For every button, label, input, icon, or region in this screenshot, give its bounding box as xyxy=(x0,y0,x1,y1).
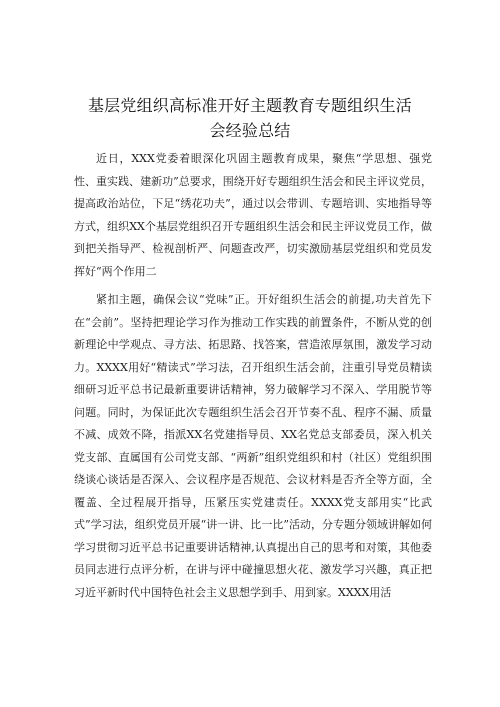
document-title-line-2: 会经验总结 xyxy=(209,121,291,140)
document-title-line-1: 基层党组织高标准开好主题教育专题组织生活 xyxy=(87,96,412,115)
document-body xyxy=(74,148,432,604)
body-paragraph-intro: 近日，XXX党委着眼深化巩固主题教育成果，聚焦“学思想、强党性、重实践、建新功”总要求，围绕开好专题组织生活会和民主评议党员，提高政治站位，下足“绣花功夫”，通过以会带训、专题培训、实地指导等方式，组织XX个基层党组织召开专题组织生活会和民主评议党员工作，做到把关指导严、检视剖析严、问题查改严，切实激励基层党组织和党员发挥好“两个作用二 xyxy=(74,152,432,278)
body-paragraph-theme: 紧扣主题，确保会议“党味”正。开好组织生活会的前提,功夫首先下在“会前”。坚持把理论学习作为推动工作实践的前置条件，不断从党的创新理论中学观点、寻方法、拓思路、找答案，营造浓厚氛围，激发学习动力。XXXX用好“精读式”学习法，召开组织生活会前，注重引导党员精读细研习近平总书记最新重要讲话精神，努力破解学习不深入、学用脱节等问题。同时，为保证此次专题组织生活会召开节奏不乱、程序不漏、质量不减、成效不降，指派XX名党建指导员、XX名党总支部委员，深入机关党支部、直属国有公司党支部、“两新”组织党组织和村（社区）党组织围绕谈心谈话是否深入、会议程序是否规范、会议材料是否齐全等方面，全覆盖、全过程展开指导，压紧压实党建责任。XXXX党支部用实“比武式”学习法，组织党员开展“讲一讲、比一比”活动，分专题分领域讲解如何学习贯彻习近平总书记重要讲话精神,认真提出自己的思考和对策，其他委员同志进行点评分析，在讲与评中碰撞思想火花、激发学习兴趣，真正把习近平新时代中国特色社会主义思想学到手、用到家。XXXX用活 xyxy=(74,293,432,599)
